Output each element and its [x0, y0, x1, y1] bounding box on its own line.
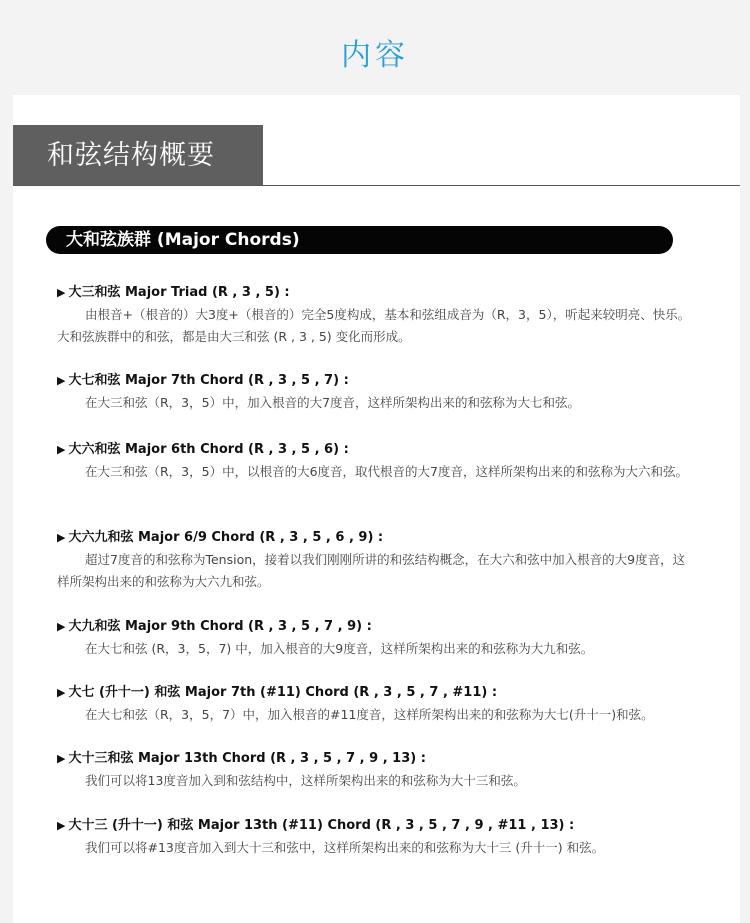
list-item-major-7th [57, 371, 697, 414]
entry-body: 在大三和弦（R，3，5）中，以根音的大6度音，取代根音的大7度音，这样所架构出来的和弦称为大六和弦。 [85, 464, 688, 479]
list-item-major-triad [57, 283, 697, 348]
entry-heading [57, 749, 697, 769]
page-title: 内容 [341, 38, 409, 73]
entry-heading [57, 617, 697, 637]
entry-body: 在大三和弦（R，3，5）中，加入根音的大7度音，这样所架构出来的和弦称为大七和弦。 [85, 395, 581, 410]
entry-heading [57, 371, 697, 391]
entry-heading [57, 440, 697, 460]
play-triangle-icon: ▶ [57, 819, 66, 832]
section-divider [13, 185, 740, 186]
entry-body: 超过7度音的和弦称为Tension，接着以我们刚刚所讲的和弦结构概念，在大六和弦中加入根音的大9度音，这样所架构出来的和弦称为大六九和弦。 [57, 552, 686, 589]
list-item-major-6-9 [57, 528, 697, 593]
subsection-title: 大和弦族群 (Major Chords) [46, 226, 673, 254]
play-triangle-icon: ▶ [57, 374, 66, 387]
entry-body: 在大七和弦 (R，3，5，7) 中，加入根音的大9度音，这样所架构出来的和弦称为大九和弦。 [85, 641, 594, 656]
play-triangle-icon: ▶ [57, 752, 66, 765]
entry-heading-text: 大十三和弦 Major 13th Chord (R , 3 , 5 , 7 , 9 , 13) : [68, 751, 426, 766]
section-title: 和弦结构概要 [13, 125, 263, 186]
entry-heading-text: 大七 (升十一) 和弦 Major 7th (#11) Chord (R , 3 , 5 , 7 , #11) : [68, 685, 498, 700]
list-item-major-6th [57, 440, 697, 483]
list-item-major-13th [57, 749, 697, 792]
entry-heading-text: 大九和弦 Major 9th Chord (R , 3 , 5 , 7 , 9) : [68, 619, 372, 634]
list-item-major-9th [57, 617, 697, 660]
play-triangle-icon: ▶ [57, 620, 66, 633]
entry-body: 我们可以将13度音加入到和弦结构中，这样所架构出来的和弦称为大十三和弦。 [85, 773, 526, 788]
entry-heading-text: 大十三 (升十一) 和弦 Major 13th (#11) Chord (R , 3 , 5 , 7 , 9 , #11 , 13) : [68, 818, 575, 833]
list-item-major-7th-sharp-11 [57, 683, 697, 726]
entry-heading [57, 528, 697, 548]
entry-heading [57, 683, 697, 703]
entry-body: 我们可以将#13度音加入到大十三和弦中，这样所架构出来的和弦称为大十三 (升十一) 和弦。 [85, 840, 605, 855]
entry-heading-text: 大六九和弦 Major 6/9 Chord (R , 3 , 5 , 6 , 9) : [68, 530, 384, 545]
list-item-major-13th-sharp-11 [57, 816, 697, 859]
entry-heading [57, 816, 697, 836]
entry-heading-text: 大六和弦 Major 6th Chord (R , 3 , 5 , 6) : [68, 442, 349, 457]
play-triangle-icon: ▶ [57, 686, 66, 699]
entry-heading-text: 大三和弦 Major Triad (R , 3 , 5) : [68, 285, 290, 300]
entry-body: 在大七和弦（R，3，5，7）中，加入根音的#11度音，这样所架构出来的和弦称为大七(升十一)和弦。 [85, 707, 654, 722]
play-triangle-icon: ▶ [57, 286, 66, 299]
entry-heading-text: 大七和弦 Major 7th Chord (R , 3 , 5 , 7) : [68, 373, 349, 388]
play-triangle-icon: ▶ [57, 531, 66, 544]
content-panel [13, 95, 740, 923]
play-triangle-icon: ▶ [57, 443, 66, 456]
entry-heading [57, 283, 697, 303]
entry-body: 由根音+（根音的）大3度+（根音的）完全5度构成，基本和弦组成音为（R，3，5），听起来较明亮、快乐。大和弦族群中的和弦，都是由大三和弦 (R , 3 , 5) 变化而形成。 [57, 307, 691, 344]
